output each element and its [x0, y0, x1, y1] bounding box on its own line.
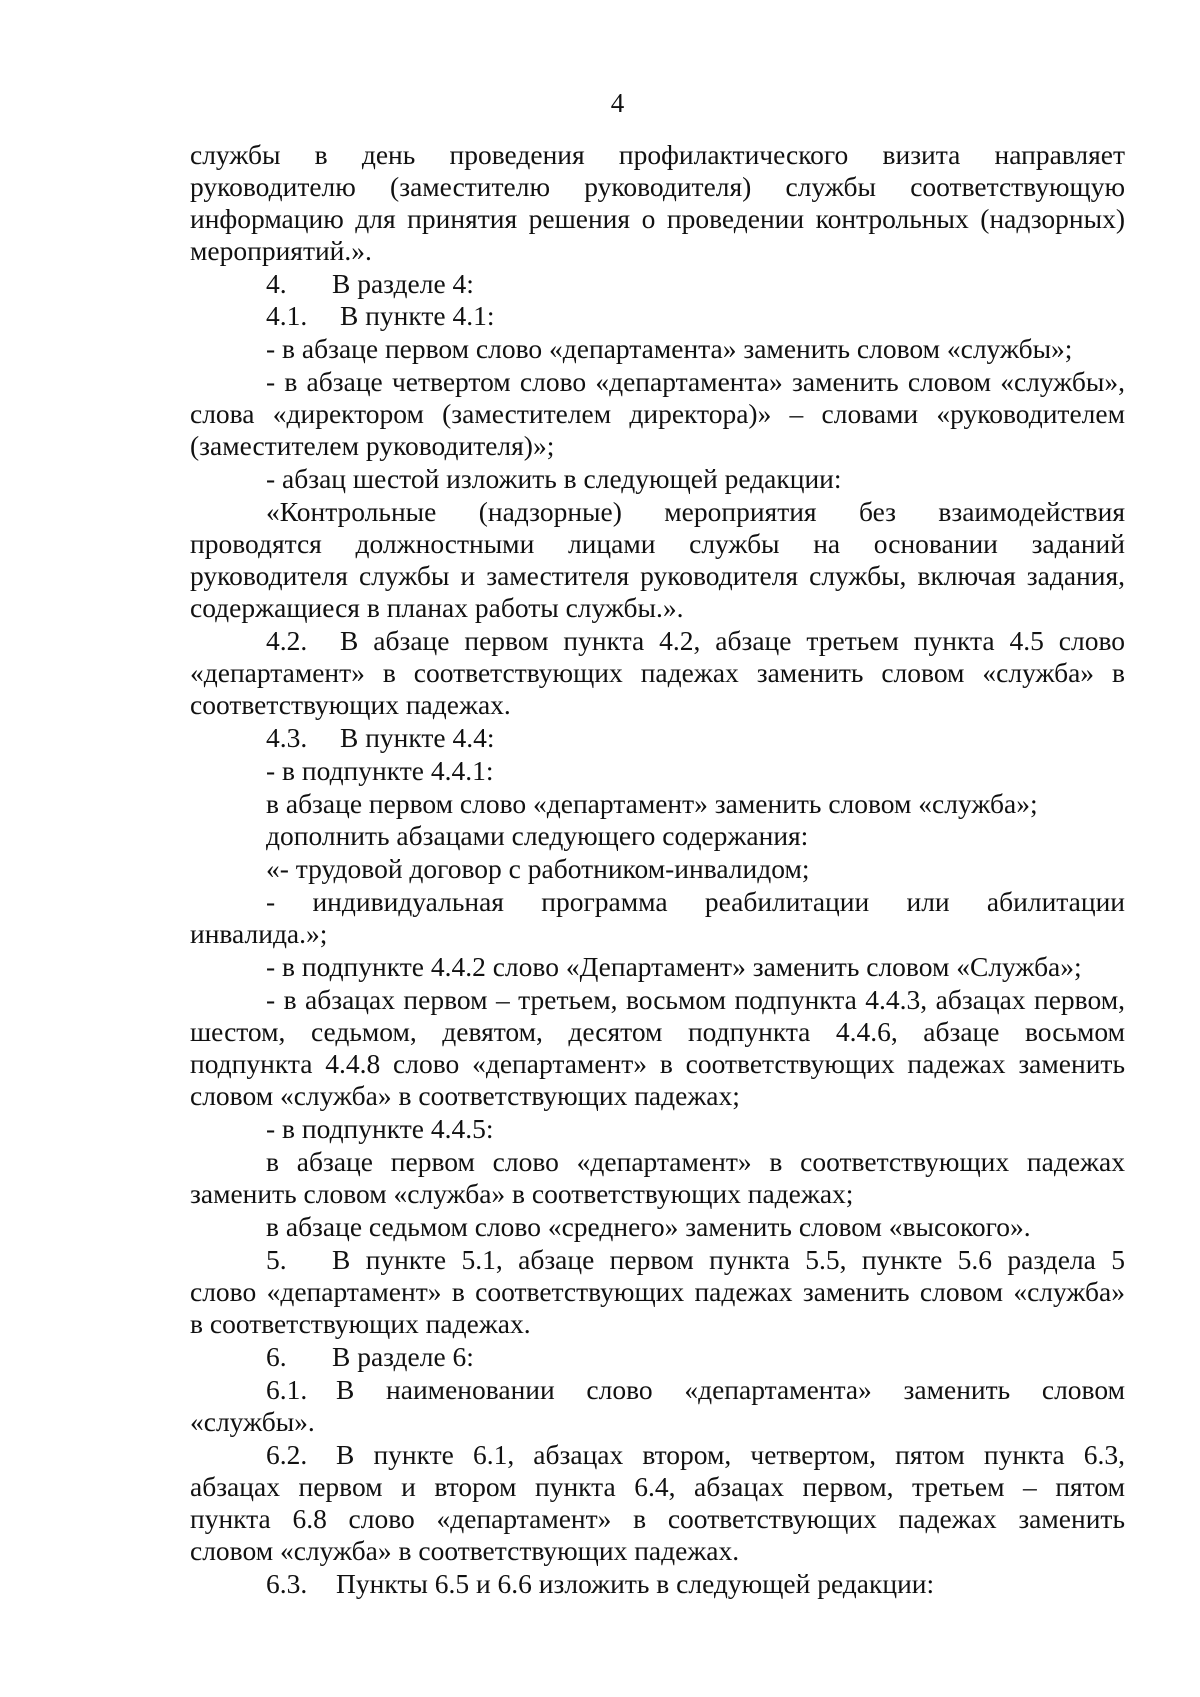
- text-line: дополнить абзацами следующего содержания:: [266, 820, 809, 851]
- text-line: - в подпункте 4.4.5:: [266, 1113, 494, 1144]
- text-line: руководителя службы и заместителя руководителя службы, включая задания,: [190, 560, 1125, 591]
- text-line: словом «служба» в соответствующих падежах.: [190, 1535, 740, 1566]
- section-heading: [266, 300, 1125, 332]
- text-line: «Контрольные (надзорные) мероприятия без взаимодействия: [266, 496, 1125, 527]
- text-line: (заместителем руководителя)»;: [190, 430, 555, 461]
- text-line: в абзаце седьмом слово «среднего» заменить словом «высокого».: [266, 1211, 1031, 1242]
- section-number: 6.2.: [266, 1439, 308, 1470]
- text-line: содержащиеся в планах работы службы.».: [190, 592, 684, 623]
- text-line: мероприятий.».: [190, 235, 372, 266]
- text-line: В пункте 5.1, абзаце первом пункта 5.5, пункте 5.6 раздела 5: [332, 1244, 1125, 1275]
- text-line: «- трудовой договор с работником-инвалидом;: [266, 853, 810, 884]
- text-line: подпункта 4.4.8 слово «департамент» в соответствующих падежах заменить: [190, 1048, 1125, 1079]
- text-line: информацию для принятия решения о проведении контрольных (надзорных): [190, 203, 1125, 234]
- text-line: инвалида.»;: [190, 918, 328, 949]
- text-line: В наименовании слово «департамента» заменить словом: [336, 1374, 1125, 1405]
- section-paragraph: [266, 1439, 1125, 1471]
- text-line: проводятся должностными лицами службы на основании заданий: [190, 528, 1125, 559]
- page-number: 4: [610, 88, 625, 118]
- section-heading: [266, 268, 1125, 300]
- section-number: 4.: [266, 268, 287, 299]
- text-line: - в подпункте 4.4.2 слово «Департамент» заменить словом «Служба»;: [266, 951, 1082, 982]
- text-line: Пункты 6.5 и 6.6 изложить в следующей редакции:: [336, 1568, 935, 1599]
- text-line: В пункте 6.1, абзацах втором, четвертом, пятом пункта 6.3,: [336, 1439, 1125, 1470]
- text-line: В абзаце первом пункта 4.2, абзаце третьем пункта 4.5 слово: [340, 625, 1125, 656]
- section-number: 6.: [266, 1341, 287, 1372]
- section-heading: [266, 1568, 1125, 1600]
- text-line: шестом, седьмом, девятом, десятом подпункта 4.4.6, абзаце восьмом: [190, 1016, 1125, 1047]
- text-line: - индивидуальная программа реабилитации или абилитации: [266, 886, 1125, 917]
- text-line: в абзаце первом слово «департамент» в соответствующих падежах: [266, 1146, 1125, 1177]
- text-line: соответствующих падежах.: [190, 689, 511, 720]
- text-line: в соответствующих падежах.: [190, 1308, 531, 1339]
- section-number: 4.3.: [266, 722, 308, 753]
- section-number: 6.1.: [266, 1374, 308, 1405]
- text-line: в абзаце первом слово «департамент» заменить словом «служба»;: [266, 788, 1038, 819]
- text-line: - в подпункте 4.4.1:: [266, 755, 494, 786]
- text-line: - абзац шестой изложить в следующей редакции:: [266, 463, 842, 494]
- section-paragraph: [266, 625, 1125, 657]
- text-line: «службы».: [190, 1406, 315, 1437]
- text-line: заменить словом «служба» в соответствующих падежах;: [190, 1178, 854, 1209]
- text-line: слова «директором (заместителем директора)» – словами «руководителем: [190, 398, 1125, 429]
- text-line: словом «служба» в соответствующих падежах;: [190, 1080, 740, 1111]
- text-line: В пункте 4.4:: [340, 722, 495, 753]
- section-number: 4.2.: [266, 625, 308, 656]
- section-number: 5.: [266, 1244, 287, 1275]
- text-line: В разделе 6:: [332, 1341, 474, 1372]
- section-paragraph: [266, 1374, 1125, 1406]
- text-line: - в абзаце первом слово «департамента» заменить словом «службы»;: [266, 333, 1073, 364]
- text-line: службы в день проведения профилактического визита направляет: [190, 139, 1125, 170]
- text-line: - в абзаце четвертом слово «департамента» заменить словом «службы»,: [266, 366, 1125, 397]
- text-line: абзацах первом и втором пункта 6.4, абзацах первом, третьем – пятом: [190, 1471, 1125, 1502]
- text-line: - в абзацах первом – третьем, восьмом подпункта 4.4.3, абзацах первом,: [266, 984, 1125, 1015]
- text-line: «департамент» в соответствующих падежах заменить словом «служба» в: [190, 657, 1125, 688]
- text-line: В разделе 4:: [332, 268, 474, 299]
- section-heading: [266, 1341, 1125, 1373]
- text-line: слово «департамент» в соответствующих падежах заменить словом «служба»: [190, 1276, 1125, 1307]
- section-paragraph: [266, 1244, 1125, 1276]
- section-number: 4.1.: [266, 300, 308, 331]
- section-heading: [266, 722, 1125, 754]
- text-line: В пункте 4.1:: [340, 300, 495, 331]
- section-number: 6.3.: [266, 1568, 308, 1599]
- text-line: руководителю (заместителю руководителя) службы соответствующую: [190, 171, 1125, 202]
- text-line: пункта 6.8 слово «департамент» в соответствующих падежах заменить: [190, 1503, 1125, 1534]
